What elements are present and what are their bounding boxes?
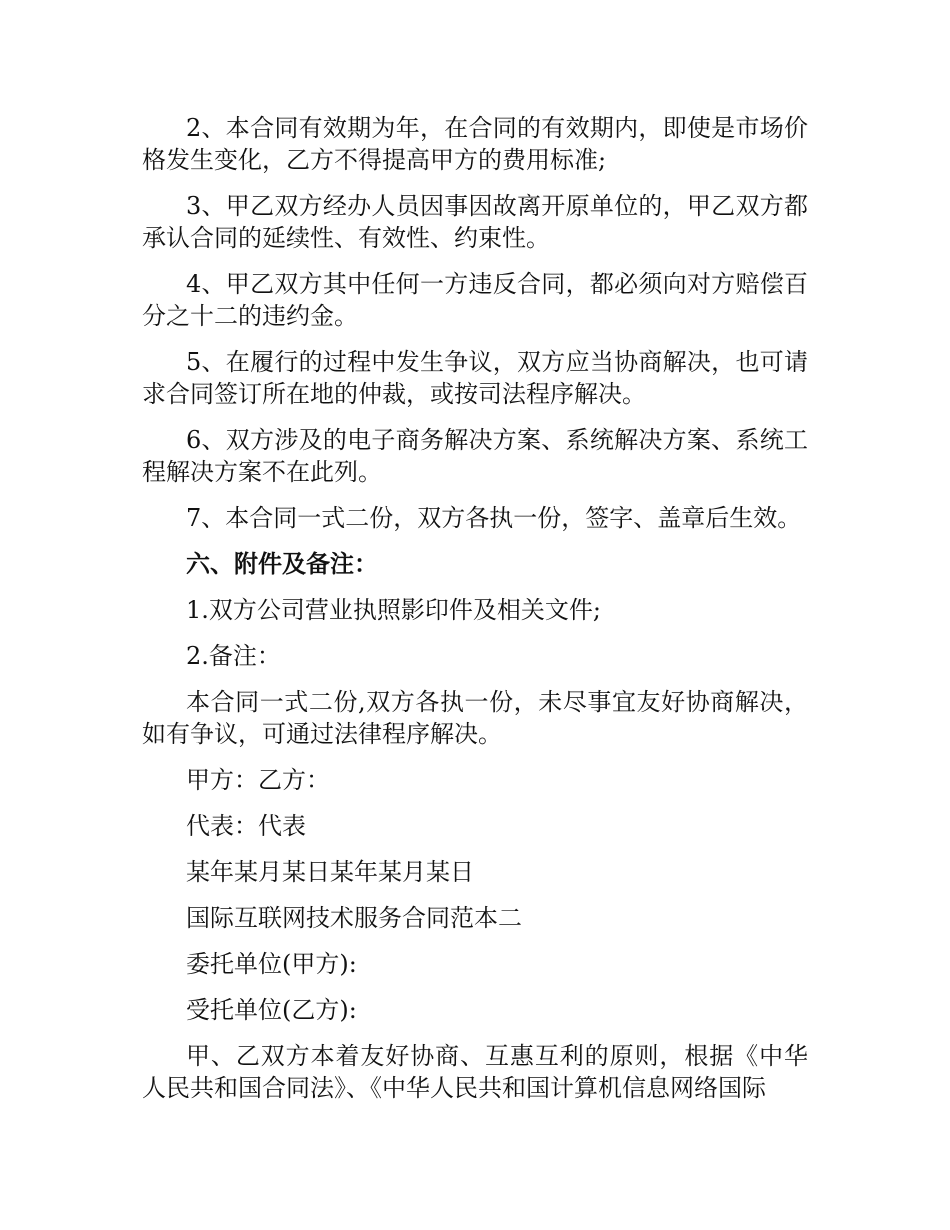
signature-dates: 某年某月某日某年某月某日 [186,858,474,886]
signature-representatives: 代表：代表 [186,812,306,840]
document-body [142,112,808,1104]
second-contract-party-a: 委托单位(甲方): [186,950,357,978]
clause-6: 6、双方涉及的电子商务解决方案、系统解决方案、系统工程解决方案不在此列。 [142,426,808,486]
attachment-item-1: 1.双方公司营业执照影印件及相关文件; [186,596,601,624]
clause-5: 5、在履行的过程中发生争议，双方应当协商解决，也可请求合同签订所在地的仲裁，或按司法程序解决。 [142,348,808,408]
second-contract-opening: 甲、乙双方本着友好协商、互惠互利的原则，根据《中华人民共和国合同法》、《中华人民共和国计算机信息网络国际 [142,1042,808,1102]
clause-7: 7、本合同一式二份，双方各执一份，签字、盖章后生效。 [186,504,802,532]
clause-2: 2、本合同有效期为年，在合同的有效期内，即使是市场价格发生变化，乙方不得提高甲方的费用标准; [142,114,808,174]
attachment-item-2: 2.备注： [186,642,281,670]
second-contract-title: 国际互联网技术服务合同范本二 [186,904,522,932]
signature-parties: 甲方：乙方： [186,766,330,794]
note-paragraph: 本合同一式二份,双方各执一份，未尽事宜友好协商解决，如有争议，可通过法律程序解决。 [142,688,808,748]
clause-4: 4、甲乙双方其中任何一方违反合同，都必须向对方赔偿百分之十二的违约金。 [142,270,808,330]
section-heading-attachments: 六、附件及备注： [186,550,378,578]
second-contract-party-b: 受托单位(乙方): [186,996,357,1024]
clause-3: 3、甲乙双方经办人员因事因故离开原单位的，甲乙双方都承认合同的延续性、有效性、约束性。 [142,192,808,252]
